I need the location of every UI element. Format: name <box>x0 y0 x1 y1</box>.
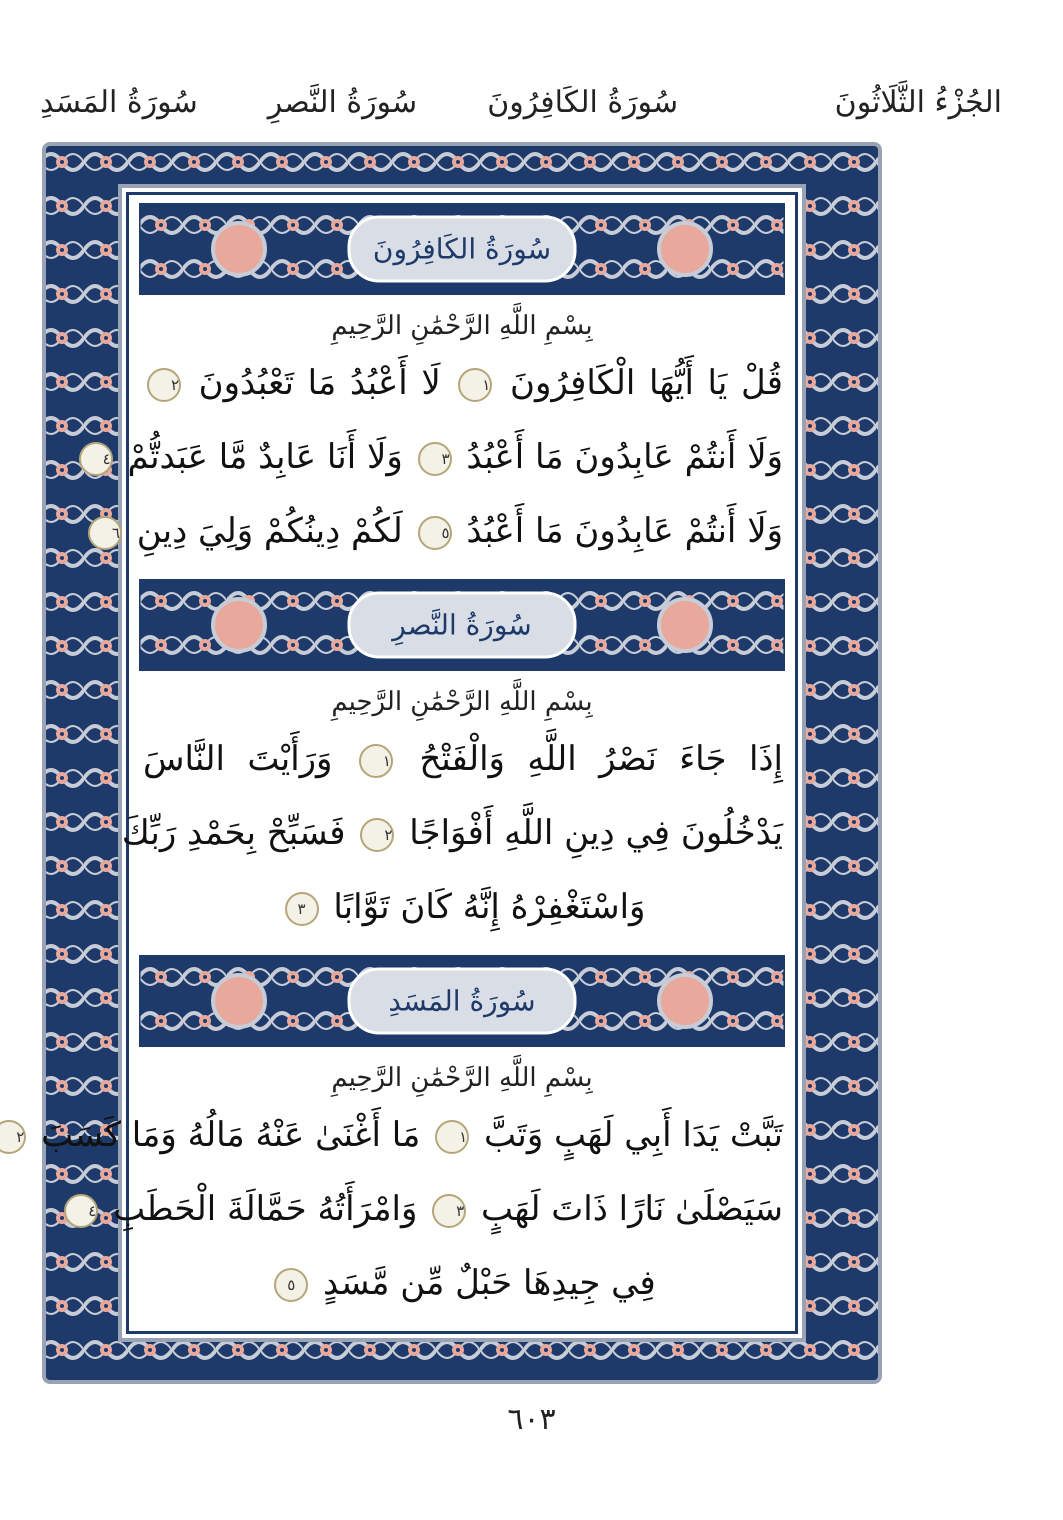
surah-banner-masad <box>139 955 785 1047</box>
ayah-number-marker: ٤ <box>79 442 113 476</box>
ayah-number-marker: ١ <box>359 744 393 778</box>
basmala: بِسْمِ اللَّهِ الرَّحْمَٰنِ الرَّحِيمِ <box>331 311 593 341</box>
surah-names <box>40 85 678 120</box>
surah-title: سُورَةُ النَّصرِ <box>392 608 532 642</box>
ayah-number-marker: ٥ <box>274 1268 308 1302</box>
basmala: بِسْمِ اللَّهِ الرَّحْمَٰنِ الرَّحِيمِ <box>331 1063 593 1093</box>
rosette-icon <box>213 223 265 275</box>
ayah-text: لَا أَعْبُدُ مَا تَعْبُدُونَ <box>198 363 441 403</box>
ayah-number-marker: ٣ <box>418 442 452 476</box>
ayah-text: تَبَّتْ يَدَا أَبِي لَهَبٍ وَتَبَّ <box>483 1115 783 1155</box>
ayah-line <box>143 363 783 403</box>
ayah-text: وَلَا أَنتُمْ عَابِدُونَ مَا أَعْبُدُ <box>466 511 783 551</box>
rosette-icon <box>659 223 711 275</box>
ayah-number-marker: ١ <box>435 1120 469 1154</box>
ayah-text: وَلَا أَنَا عَابِدٌ مَّا عَبَدتُّمْ <box>127 437 403 477</box>
ayah-text: سَيَصْلَىٰ نَارًا ذَاتَ لَهَبٍ <box>481 1189 783 1229</box>
ayah-line <box>143 739 783 779</box>
ayah-text: وَلَا أَنتُمْ عَابِدُونَ مَا أَعْبُدُ <box>466 437 783 477</box>
ayah-text: وَامْرَأَتُهُ حَمَّالَةَ الْحَطَبِ <box>113 1189 418 1229</box>
juz-label: الجُزْءُ الثَّلَاثُونَ <box>834 84 1002 120</box>
ayah-number-marker: ٥ <box>418 516 452 550</box>
ayah-line <box>143 887 783 927</box>
surah-title: سُورَةُ الكَافِرُونَ <box>372 232 552 266</box>
ayah-text: إِذَا جَاءَ نَصْرُ اللَّهِ وَالْفَتْحُ <box>419 739 784 779</box>
ayah-text: لَكُمْ دِينُكُمْ وَلِيَ دِينِ <box>136 511 403 551</box>
ayah-number-marker: ٦ <box>88 516 122 550</box>
rosette-icon <box>659 599 711 651</box>
page-number: ٦٠٣ <box>507 1402 556 1437</box>
header-surah-2: سُورَةُ النَّصرِ <box>267 84 418 120</box>
text-area <box>16 192 798 1334</box>
ayah-number-marker: ٣ <box>432 1194 466 1228</box>
ayah-text: قُلْ يَا أَيُّهَا الْكَافِرُونَ <box>510 363 784 403</box>
page-header <box>40 72 1020 132</box>
ayah-number-marker: ٢ <box>0 1120 26 1154</box>
surah-banner-nasr <box>139 579 785 671</box>
ayah-line <box>111 511 783 551</box>
header-surah-1: سُورَةُ الكَافِرُونَ <box>487 84 679 120</box>
rosette-icon <box>659 975 711 1027</box>
rosette-icon <box>213 599 265 651</box>
ayah-text: يَدْخُلُونَ فِي دِينِ اللَّهِ أَفْوَاجًا <box>409 813 783 853</box>
basmala: بِسْمِ اللَّهِ الرَّحْمَٰنِ الرَّحِيمِ <box>331 687 593 717</box>
ayah-number-marker: ١ <box>458 368 492 402</box>
ayah-line <box>88 1189 783 1229</box>
ayah-number-marker: ٢ <box>360 818 394 852</box>
ayah-text: وَرَأَيْتَ النَّاسَ <box>143 739 333 779</box>
ayah-text: مَا أَغْنَىٰ عَنْهُ مَالُهُ وَمَا كَسَبَ <box>41 1115 421 1155</box>
surah-banner-kafirun <box>139 203 785 295</box>
ayah-line <box>102 437 783 477</box>
ayah-text: فِي جِيدِهَا حَبْلٌ مِّن مَّسَدٍ <box>323 1263 656 1303</box>
ayah-number-marker: ٤ <box>64 1194 98 1228</box>
ayah-line <box>121 813 783 853</box>
page-frame <box>16 140 884 1386</box>
ayah-number-marker: ٢ <box>147 368 181 402</box>
ayah-number-marker: ٣ <box>285 892 319 926</box>
header-surah-3: سُورَةُ المَسَدِ <box>40 84 198 120</box>
ayah-line <box>143 1263 783 1303</box>
ayah-text: فَسَبِّحْ بِحَمْدِ رَبِّكَ <box>121 813 346 853</box>
ayah-text: وَاسْتَغْفِرْهُ إِنَّهُ كَانَ تَوَّابًا <box>333 887 646 927</box>
ayah-line <box>16 1115 783 1155</box>
rosette-icon <box>213 975 265 1027</box>
surah-title: سُورَةُ المَسَدِ <box>388 984 536 1018</box>
